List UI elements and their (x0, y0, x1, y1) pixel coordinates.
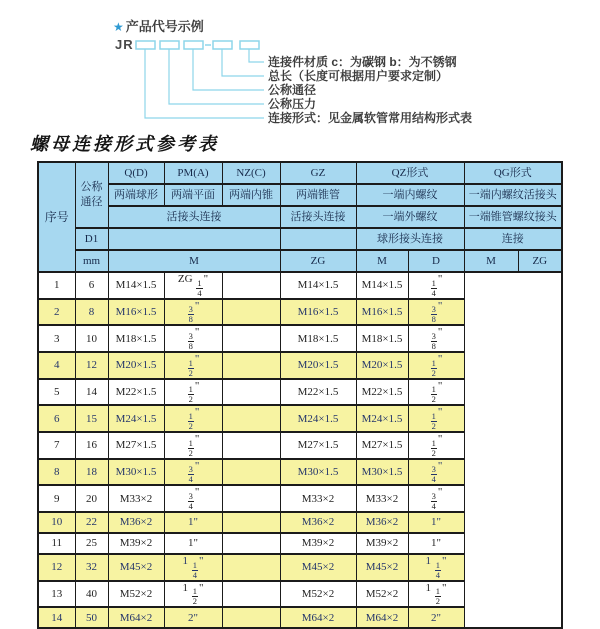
cell-qz-d: M64×2 (280, 607, 356, 628)
cell-qz-m (222, 325, 280, 352)
cell-no: 6 (38, 405, 75, 432)
product-code-diagram (0, 0, 600, 128)
cell-qg-m: M20×1.5 (356, 352, 408, 379)
table-row (38, 272, 562, 299)
cell-m: M45×2 (108, 554, 164, 581)
header-d1: D1 (75, 228, 108, 250)
cell-qz-m (222, 352, 280, 379)
cell-no: 13 (38, 581, 75, 608)
header-qg-sub2: 一端锥管螺纹接头 (464, 206, 562, 228)
cell-qz-m (222, 512, 280, 533)
table-row (38, 379, 562, 406)
header-qz: QZ形式 (356, 162, 464, 184)
cell-qg-m: M36×2 (356, 512, 408, 533)
cell-qg-m: M39×2 (356, 533, 408, 554)
cell-gz-zg: $\frac{3}{4}$ " (164, 459, 222, 486)
cell-dn: 14 (75, 379, 108, 406)
cell-qz-d: M20×1.5 (280, 352, 356, 379)
cell-qg-m: M30×1.5 (356, 459, 408, 486)
cell-no: 2 (38, 299, 75, 326)
cell-dn: 15 (75, 405, 108, 432)
diagram-title-text: 产品代号示例 (125, 19, 204, 34)
table-row (38, 512, 562, 533)
cell-qg-zg: $\frac{3}{4}$ " (408, 459, 464, 486)
header-nz-sub: 两端内锥 (222, 184, 280, 206)
cell-qg-m: M18×1.5 (356, 325, 408, 352)
leader-line-diameter (193, 49, 264, 90)
cell-gz-zg: 1 $\frac{1}{2}$ " (164, 581, 222, 608)
cell-dn: 25 (75, 533, 108, 554)
cell-qz-m (222, 485, 280, 512)
cell-qz-m (222, 554, 280, 581)
cell-qz-d: M22×1.5 (280, 379, 356, 406)
cell-dn: 10 (75, 325, 108, 352)
cell-m: M14×1.5 (108, 272, 164, 299)
header-qz-sub1: 一端内螺纹 (356, 184, 464, 206)
cell-qz-m (222, 405, 280, 432)
header-mm: mm (75, 250, 108, 272)
cell-dn: 12 (75, 352, 108, 379)
cell-gz-zg: 2" (164, 607, 222, 628)
cell-m: M27×1.5 (108, 432, 164, 459)
header-empty-left (108, 228, 280, 250)
cell-qz-d: M16×1.5 (280, 299, 356, 326)
cell-qg-zg: $\frac{1}{2}$ " (408, 352, 464, 379)
cell-qz-m (222, 432, 280, 459)
cell-m: M30×1.5 (108, 459, 164, 486)
table-row (38, 554, 562, 581)
header-zg-qg: ZG (518, 250, 562, 272)
diagram-label-pressure: 公称压力 (268, 97, 317, 111)
cell-qz-d: M18×1.5 (280, 325, 356, 352)
cell-dn: 50 (75, 607, 108, 628)
cell-qz-d: M52×2 (280, 581, 356, 608)
cell-qg-zg: 2" (408, 607, 464, 628)
cell-qz-d: M33×2 (280, 485, 356, 512)
cell-qz-d: M30×1.5 (280, 459, 356, 486)
cell-m: M36×2 (108, 512, 164, 533)
code-box-2 (160, 41, 179, 49)
cell-qz-m (222, 272, 280, 299)
cell-dn: 40 (75, 581, 108, 608)
cell-qg-zg: $\frac{3}{8}$ " (408, 325, 464, 352)
cell-no: 8 (38, 459, 75, 486)
cell-m: M18×1.5 (108, 325, 164, 352)
cell-qz-d: M27×1.5 (280, 432, 356, 459)
cell-qz-m (222, 533, 280, 554)
cell-dn: 16 (75, 432, 108, 459)
table-row (38, 459, 562, 486)
cell-dn: 20 (75, 485, 108, 512)
cell-qg-m: M24×1.5 (356, 405, 408, 432)
cell-no: 11 (38, 533, 75, 554)
cell-m: M39×2 (108, 533, 164, 554)
header-qz-sub2: 一端外螺纹 (356, 206, 464, 228)
cell-gz-zg: $\frac{3}{8}$ " (164, 299, 222, 326)
header-q-sub: 两端球形 (108, 184, 164, 206)
cell-m: M16×1.5 (108, 299, 164, 326)
cell-gz-zg: $\frac{1}{2}$ " (164, 405, 222, 432)
header-m-qz: M (356, 250, 408, 272)
table-row (38, 581, 562, 608)
cell-qz-m (222, 379, 280, 406)
header-q: Q(D) (108, 162, 164, 184)
cell-no: 5 (38, 379, 75, 406)
leader-line-connection (145, 49, 264, 118)
cell-dn: 6 (75, 272, 108, 299)
cell-qz-d: M14×1.5 (280, 272, 356, 299)
header-dn: 公称通径 (75, 162, 108, 228)
cell-no: 3 (38, 325, 75, 352)
header-qg-sub3: 连接 (464, 228, 562, 250)
cell-qz-m (222, 299, 280, 326)
diagram-label-length: 总长（长度可根据用户要求定制） (268, 69, 449, 83)
header-pm-sub: 两端平面 (164, 184, 222, 206)
table-title: 螺母连接形式参考表 (30, 134, 219, 154)
product-code-prefix: JR (115, 37, 134, 52)
cell-gz-zg: ZG $\frac{1}{4}$ " (164, 272, 222, 299)
cell-no: 7 (38, 432, 75, 459)
header-union-connection: 活接头连接 (108, 206, 280, 228)
header-seq: 序号 (38, 162, 75, 272)
cell-qg-zg: 1 $\frac{1}{4}$ " (408, 554, 464, 581)
cell-gz-zg: $\frac{3}{4}$ " (164, 485, 222, 512)
cell-qg-zg: $\frac{1}{2}$ " (408, 379, 464, 406)
cell-m: M64×2 (108, 607, 164, 628)
diagram-label-diameter: 公称通径 (268, 83, 317, 97)
header-m-qg: M (464, 250, 518, 272)
header-gz: GZ (280, 162, 356, 184)
table-row (38, 325, 562, 352)
cell-dn: 32 (75, 554, 108, 581)
header-nz: NZ(C) (222, 162, 280, 184)
cell-qz-d: M36×2 (280, 512, 356, 533)
cell-qg-m: M27×1.5 (356, 432, 408, 459)
cell-qg-m: M14×1.5 (356, 272, 408, 299)
cell-qg-zg: $\frac{1}{2}$ " (408, 405, 464, 432)
table-row (38, 533, 562, 554)
cell-qg-zg: 1" (408, 533, 464, 554)
cell-gz-zg: 1" (164, 512, 222, 533)
header-d-qz: D (408, 250, 464, 272)
header-qz-sub3: 球形接头连接 (356, 228, 464, 250)
cell-qg-m: M64×2 (356, 607, 408, 628)
cell-m: M24×1.5 (108, 405, 164, 432)
cell-gz-zg: $\frac{1}{2}$ " (164, 379, 222, 406)
nut-connection-table (37, 161, 563, 629)
code-box-3 (184, 41, 203, 49)
table-row (38, 405, 562, 432)
header-qg-sub1: 一端内螺纹活接头 (464, 184, 562, 206)
star-icon: ★ (113, 20, 124, 34)
cell-qz-m (222, 581, 280, 608)
cell-gz-zg: $\frac{1}{2}$ " (164, 352, 222, 379)
cell-m: M20×1.5 (108, 352, 164, 379)
leader-line-material (249, 49, 264, 62)
cell-qg-m: M33×2 (356, 485, 408, 512)
cell-qg-zg: $\frac{3}{8}$ " (408, 299, 464, 326)
cell-qg-zg: $\frac{3}{4}$ " (408, 485, 464, 512)
table-row (38, 432, 562, 459)
diagram-label-connection: 连接形式：见金属软管常用结构形式表 (268, 111, 473, 125)
code-box-1 (136, 41, 155, 49)
cell-no: 10 (38, 512, 75, 533)
cell-m: M52×2 (108, 581, 164, 608)
cell-qg-m: M45×2 (356, 554, 408, 581)
cell-qz-m (222, 607, 280, 628)
cell-qg-zg: 1 $\frac{1}{2}$ " (408, 581, 464, 608)
cell-qg-m: M16×1.5 (356, 299, 408, 326)
cell-dn: 18 (75, 459, 108, 486)
cell-qg-zg: 1" (408, 512, 464, 533)
header-gz-sub: 两端锥管 (280, 184, 356, 206)
cell-gz-zg: 1 $\frac{1}{4}$ " (164, 554, 222, 581)
cell-gz-zg: $\frac{1}{2}$ " (164, 432, 222, 459)
table-row (38, 485, 562, 512)
table-row (38, 299, 562, 326)
cell-qg-m: M22×1.5 (356, 379, 408, 406)
code-box-4 (213, 41, 232, 49)
table-row (38, 352, 562, 379)
header-gz-connection: 活接头连接 (280, 206, 356, 228)
cell-no: 14 (38, 607, 75, 628)
cell-gz-zg: 1" (164, 533, 222, 554)
cell-no: 12 (38, 554, 75, 581)
cell-no: 9 (38, 485, 75, 512)
cell-gz-zg: $\frac{3}{8}$ " (164, 325, 222, 352)
diagram-label-material: 连接件材质 c：为碳钢 b：为不锈钢 (268, 55, 457, 69)
header-zg-gz: ZG (280, 250, 356, 272)
cell-dn: 8 (75, 299, 108, 326)
cell-no: 1 (38, 272, 75, 299)
cell-qg-m: M52×2 (356, 581, 408, 608)
header-empty-gz (280, 228, 356, 250)
code-box-5 (240, 41, 259, 49)
cell-qz-d: M45×2 (280, 554, 356, 581)
header-qg: QG形式 (464, 162, 562, 184)
cell-qz-d: M39×2 (280, 533, 356, 554)
cell-m: M22×1.5 (108, 379, 164, 406)
header-pm: PM(A) (164, 162, 222, 184)
cell-dn: 22 (75, 512, 108, 533)
cell-m: M33×2 (108, 485, 164, 512)
table-row (38, 607, 562, 628)
cell-no: 4 (38, 352, 75, 379)
cell-qg-zg: $\frac{1}{4}$ " (408, 272, 464, 299)
header-m-main: M (108, 250, 280, 272)
cell-qz-d: M24×1.5 (280, 405, 356, 432)
cell-qz-m (222, 459, 280, 486)
cell-qg-zg: $\frac{1}{2}$ " (408, 432, 464, 459)
